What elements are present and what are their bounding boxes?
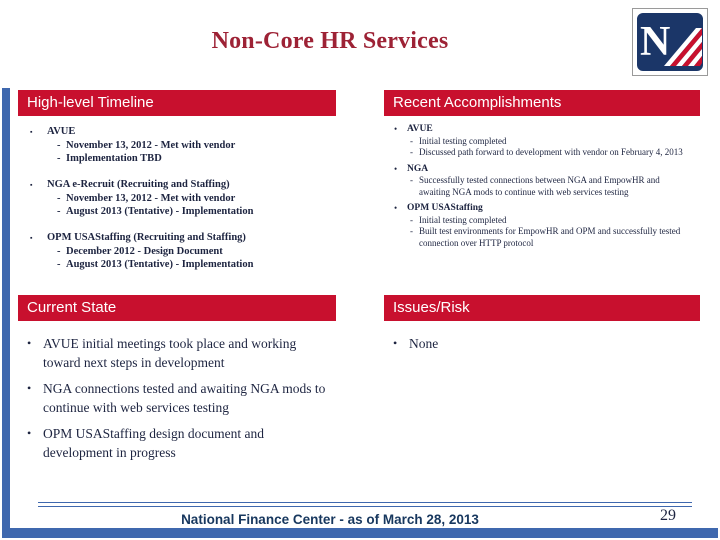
page-title: Non-Core HR Services xyxy=(211,28,449,54)
timeline-item xyxy=(30,231,332,271)
timeline-item-title: AVUE xyxy=(47,126,76,137)
footer-separator-line xyxy=(38,502,692,503)
square-bullet-icon: ▪ xyxy=(30,234,33,242)
timeline-subitem xyxy=(30,192,332,205)
dot-bullet-icon: • xyxy=(27,426,32,440)
timeline-subitem-text: Implementation TBD xyxy=(66,153,162,164)
nfc-logo-graphic xyxy=(632,8,708,76)
accomplishment-subitem xyxy=(394,215,696,227)
accomplishment-subitem-text: Initial testing completed xyxy=(419,214,507,225)
current-state-bullet xyxy=(27,334,332,372)
accomplishment-subitem xyxy=(394,147,696,159)
accomplishment-subitem-text: Initial testing completed xyxy=(419,135,507,146)
timeline-item xyxy=(30,125,332,165)
page-number: 29 xyxy=(660,507,676,524)
square-bullet-icon: ▪ xyxy=(30,181,33,189)
section-header-issues-risk: Issues/Risk xyxy=(384,295,700,321)
timeline-item-title: NGA e-Recruit (Recruiting and Staffing) xyxy=(47,179,230,190)
timeline-item-title-row xyxy=(30,178,332,192)
dash-bullet-icon: - xyxy=(57,206,61,217)
timeline-subitem xyxy=(30,245,332,258)
timeline-subitem-text: August 2013 (Tentative) - Implementation xyxy=(66,259,254,270)
dash-bullet-icon: - xyxy=(57,259,61,270)
accomplishments-content xyxy=(384,116,700,249)
accomplishment-subitem-text: Successfully tested connections between NGA and EmpowHR and awaiting NGA mods to continue with web services testing xyxy=(419,175,660,197)
accomplishment-title-row xyxy=(394,164,696,176)
accomplishment-subitem-text: Built test environments for EmpowHR and OPM and successfully tested connection over HTTP protocol xyxy=(419,226,681,248)
dash-bullet-icon: - xyxy=(57,140,61,151)
timeline-content xyxy=(18,116,336,271)
timeline-subitem xyxy=(30,139,332,152)
timeline-item-title: OPM USAStaffing (Recruiting and Staffing) xyxy=(47,232,246,243)
current-state-text: NGA connections tested and awaiting NGA mods to continue with web services testing xyxy=(43,381,326,415)
footer-text: National Finance Center - as of March 28, 2013 xyxy=(181,512,479,527)
frame-left-band xyxy=(2,88,10,538)
accomplishment-item xyxy=(394,203,696,249)
issues-risk-content xyxy=(384,321,700,353)
timeline-subitem-text: December 2012 - Design Document xyxy=(66,246,223,257)
dash-bullet-icon: - xyxy=(410,226,413,236)
timeline-subitem-text: November 13, 2012 - Met with vendor xyxy=(66,140,236,151)
timeline-item xyxy=(30,178,332,218)
dash-bullet-icon: - xyxy=(57,193,61,204)
timeline-subitem xyxy=(30,205,332,218)
section-issues-risk xyxy=(384,295,700,360)
accomplishment-subitem xyxy=(394,175,696,198)
current-state-content xyxy=(18,321,336,462)
svg-text:N: N xyxy=(640,19,671,65)
issues-risk-bullet xyxy=(393,334,696,353)
dash-bullet-icon: - xyxy=(410,175,413,185)
timeline-item-title-row xyxy=(30,231,332,245)
dash-bullet-icon: - xyxy=(410,147,413,157)
section-header-timeline: High-level Timeline xyxy=(18,90,336,116)
dot-bullet-icon: • xyxy=(27,381,32,395)
accomplishment-subitem-text: Discussed path forward to development with vendor on February 4, 2013 xyxy=(419,147,683,157)
square-bullet-icon: ▪ xyxy=(30,128,33,136)
footer-separator-line xyxy=(38,506,692,507)
dot-bullet-icon: • xyxy=(27,336,32,350)
accomplishment-subitem xyxy=(394,136,696,148)
current-state-text: OPM USAStaffing design document and development in progress xyxy=(43,426,264,460)
timeline-subitem xyxy=(30,152,332,165)
current-state-bullet xyxy=(27,424,332,462)
issues-risk-text: None xyxy=(409,336,439,351)
section-timeline xyxy=(18,90,336,284)
timeline-subitem-text: November 13, 2012 - Met with vendor xyxy=(66,193,236,204)
accomplishment-subitem xyxy=(394,226,696,249)
current-state-text: AVUE initial meetings took place and working toward next steps in development xyxy=(43,336,297,370)
section-accomplishments xyxy=(384,90,700,254)
timeline-subitem-text: August 2013 (Tentative) - Implementation xyxy=(66,206,254,217)
accomplishment-title: NGA xyxy=(407,163,429,174)
accomplishment-item xyxy=(394,164,696,199)
dot-bullet-icon: • xyxy=(393,336,398,350)
accomplishment-title: OPM USAStaffing xyxy=(407,203,483,213)
section-current-state xyxy=(18,295,336,469)
dash-bullet-icon: - xyxy=(57,246,61,257)
frame-bottom-band xyxy=(2,528,718,538)
dash-bullet-icon: - xyxy=(410,135,413,146)
timeline-subitem xyxy=(30,258,332,271)
dot-bullet-icon: • xyxy=(394,124,398,134)
accomplishment-title-row xyxy=(394,203,696,215)
nfc-logo xyxy=(632,8,708,76)
timeline-item-title-row xyxy=(30,125,332,139)
dot-bullet-icon: • xyxy=(394,203,398,213)
current-state-bullet xyxy=(27,379,332,417)
dash-bullet-icon: - xyxy=(410,214,413,225)
accomplishment-title-row xyxy=(394,124,696,136)
dash-bullet-icon: - xyxy=(57,153,61,164)
section-header-current-state: Current State xyxy=(18,295,336,321)
accomplishment-item xyxy=(394,124,696,159)
accomplishment-title: AVUE xyxy=(407,124,433,134)
dot-bullet-icon: • xyxy=(394,163,398,174)
section-header-accomplishments: Recent Accomplishments xyxy=(384,90,700,116)
